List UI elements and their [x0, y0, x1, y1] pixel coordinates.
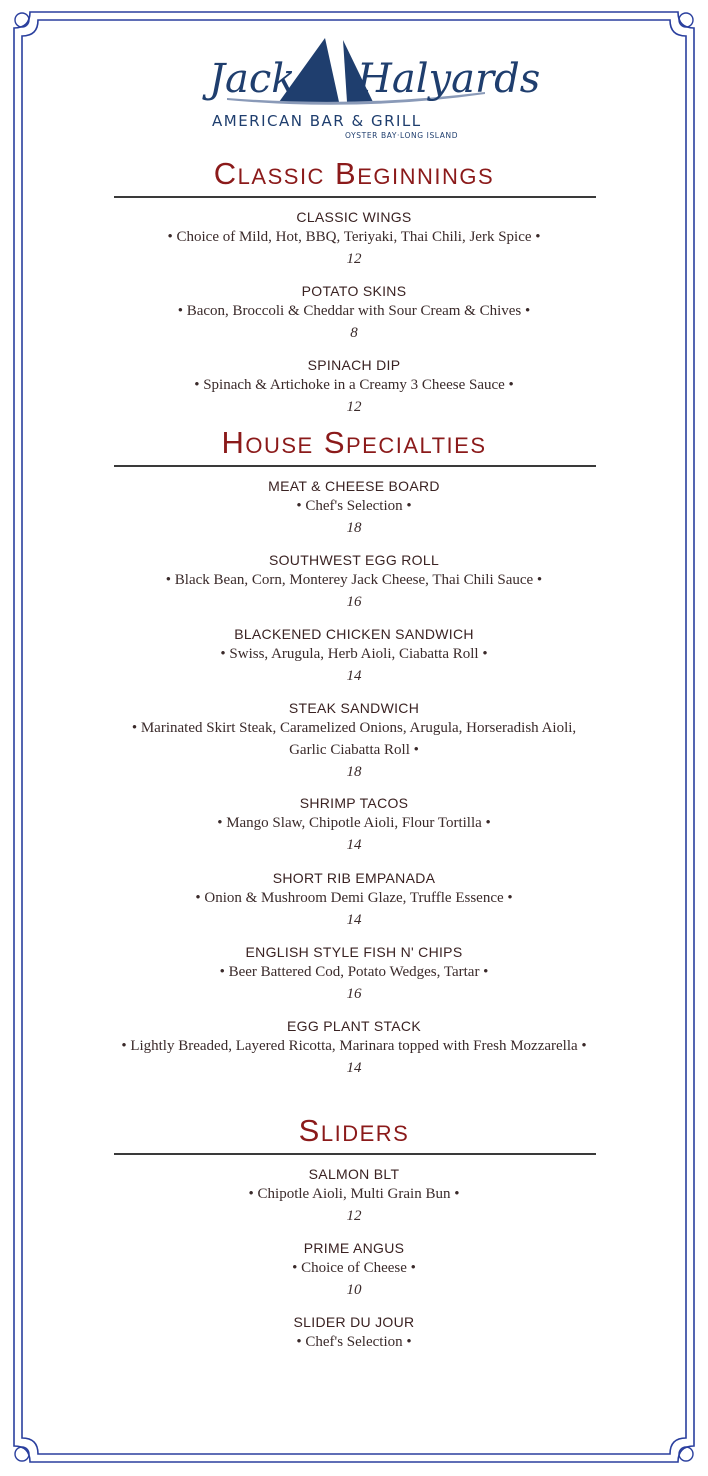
- item-price: 14: [346, 668, 362, 684]
- item-description: • Choice of Mild, Hot, BBQ, Teriyaki, Thai Chili, Jerk Spice •: [167, 229, 541, 245]
- section-divider: [114, 1153, 596, 1155]
- item-description: • Chef's Selection •: [296, 1334, 412, 1350]
- section-title-classic-beginnings: Classic Beginnings: [213, 156, 495, 191]
- item-price: 10: [346, 1282, 362, 1298]
- item-price: 14: [346, 912, 362, 928]
- item-description: • Onion & Mushroom Demi Glaze, Truffle Essence •: [195, 890, 513, 906]
- item-name: MEAT & CHEESE BOARD: [268, 478, 440, 494]
- item-description: • Marinated Skirt Steak, Caramelized Onions, Arugula, Horseradish Aioli, Garlic Ciabatta Roll •: [131, 720, 577, 758]
- item-name: SHRIMP TACOS: [299, 795, 409, 811]
- item-price: 18: [346, 520, 362, 536]
- item-price: 8: [350, 325, 358, 341]
- item-name: SHORT RIB EMPANADA: [272, 870, 436, 886]
- svg-text:Halyards: Halyards: [357, 56, 541, 102]
- menu-item: [0, 1313, 708, 1353]
- logo-subtitle: AMERICAN BAR & GRILL: [212, 112, 422, 130]
- menu-item: [0, 551, 708, 613]
- item-description: • Lightly Breaded, Layered Ricotta, Marinara topped with Fresh Mozzarella •: [121, 1038, 587, 1054]
- section-title-house-specialties: House Specialties: [221, 425, 487, 460]
- item-name: EGG PLANT STACK: [287, 1018, 421, 1034]
- item-name: BLACKENED CHICKEN SANDWICH: [234, 626, 474, 642]
- item-name: STEAK SANDWICH: [288, 700, 420, 716]
- item-name: SPINACH DIP: [307, 357, 401, 373]
- item-price: 12: [346, 399, 362, 415]
- item-description: • Choice of Cheese •: [292, 1260, 416, 1276]
- section-title-sliders: Sliders: [298, 1113, 410, 1148]
- section-divider: [114, 196, 596, 198]
- item-description: • Swiss, Arugula, Herb Aioli, Ciabatta Roll •: [220, 646, 488, 662]
- svg-text:Jack: Jack: [209, 56, 296, 102]
- item-price: 18: [346, 764, 362, 780]
- item-name: CLASSIC WINGS: [296, 209, 412, 225]
- item-description: • Mango Slaw, Chipotle Aioli, Flour Tortilla •: [217, 815, 491, 831]
- item-name: SALMON BLT: [308, 1166, 400, 1182]
- item-name: SOUTHWEST EGG ROLL: [268, 552, 440, 568]
- menu-item: [0, 869, 708, 931]
- menu-item: [0, 699, 708, 783]
- item-price: 14: [346, 837, 362, 853]
- item-description: • Bacon, Broccoli & Cheddar with Sour Cream & Chives •: [177, 303, 531, 319]
- item-price: 16: [346, 986, 362, 1002]
- menu-item: [0, 943, 708, 1005]
- menu-item: [0, 1017, 708, 1079]
- item-description: • Beer Battered Cod, Potato Wedges, Tartar •: [219, 964, 489, 980]
- item-name: POTATO SKINS: [301, 283, 407, 299]
- restaurant-logo: [0, 36, 708, 144]
- item-name: ENGLISH STYLE FISH N' CHIPS: [245, 944, 463, 960]
- menu-item: [0, 1165, 708, 1227]
- item-price: 16: [346, 594, 362, 610]
- sailboat-logo-icon: [207, 36, 541, 106]
- menu-item: [0, 1239, 708, 1301]
- menu-item: [0, 356, 708, 418]
- item-description: • Chef's Selection •: [296, 498, 412, 514]
- menu-item: [0, 794, 708, 856]
- item-name: PRIME ANGUS: [303, 1240, 405, 1256]
- item-price: 12: [346, 251, 362, 267]
- item-price: 12: [346, 1208, 362, 1224]
- section-divider: [114, 465, 596, 467]
- item-description: • Black Bean, Corn, Monterey Jack Cheese, Thai Chili Sauce •: [165, 572, 543, 588]
- menu-item: [0, 625, 708, 687]
- logo-location: OYSTER BAY·LONG ISLAND: [345, 131, 459, 140]
- menu-item: [0, 477, 708, 539]
- menu-item: [0, 282, 708, 344]
- item-price: 14: [346, 1060, 362, 1076]
- menu-item: [0, 208, 708, 270]
- item-description: • Spinach & Artichoke in a Creamy 3 Cheese Sauce •: [194, 377, 514, 393]
- item-description: • Chipotle Aioli, Multi Grain Bun •: [248, 1186, 460, 1202]
- item-name: SLIDER DU JOUR: [293, 1314, 415, 1330]
